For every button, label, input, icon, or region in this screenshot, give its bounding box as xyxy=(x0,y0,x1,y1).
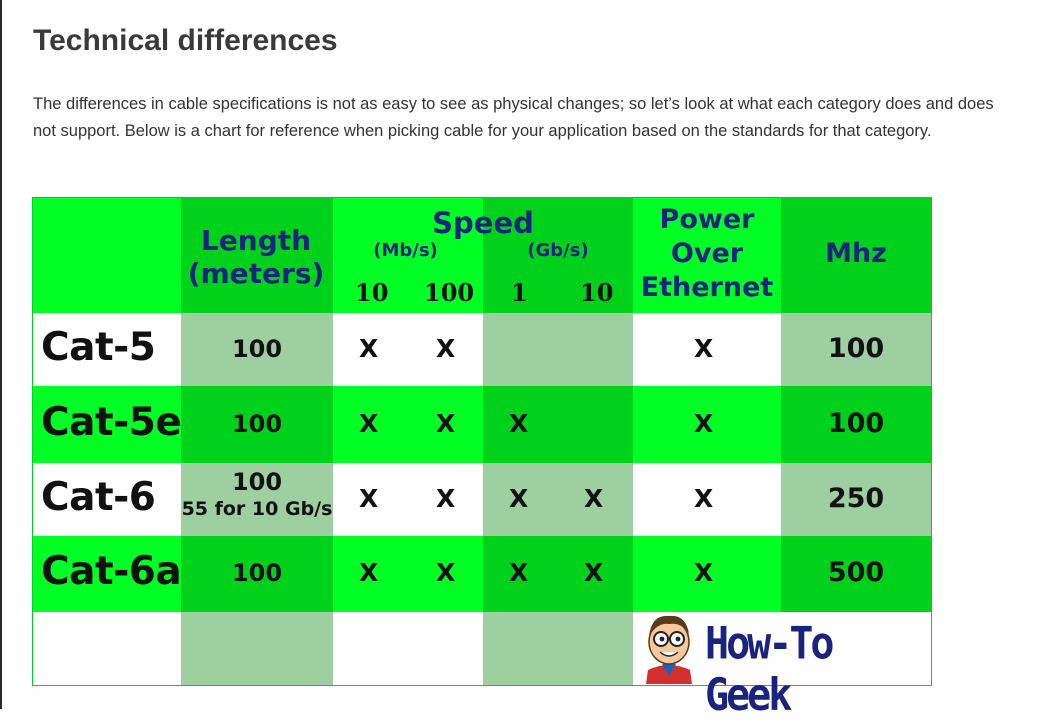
row-length: 100 xyxy=(231,467,283,496)
header-length xyxy=(181,224,331,290)
chart-cell-bg xyxy=(33,198,181,313)
row-mhz: 250 xyxy=(827,482,885,514)
support-mark-mb100: X xyxy=(436,333,456,363)
chart-cell-bg xyxy=(181,612,333,685)
left-border xyxy=(0,0,2,709)
chart-cell-bg xyxy=(33,612,181,685)
logo-text: How-To Geek xyxy=(705,618,832,721)
support-mark-poe: X xyxy=(694,558,714,587)
header-mhz: Mhz xyxy=(825,238,887,269)
support-mark-mb100: X xyxy=(436,483,456,513)
header-speed-100: 100 xyxy=(424,278,475,307)
page-title: Technical differences xyxy=(33,24,338,57)
intro-paragraph: The differences in cable specifications is not as easy to see as physical changes; so let’s look at what each category does and does not support. Below is a chart for reference when picking cable for your application based on the standards for that category. xyxy=(33,95,994,140)
row-label: Cat-6a xyxy=(41,549,182,594)
header-poe-line2: Over xyxy=(670,238,744,269)
header-gbps: (Gb/s) xyxy=(527,240,589,261)
row-length-note: 55 for 10 Gb/s xyxy=(181,497,333,520)
row-mhz: 500 xyxy=(827,557,885,588)
support-mark-mb10: X xyxy=(359,408,379,438)
row-label: Cat-6 xyxy=(41,474,156,520)
chart-cell-bg xyxy=(333,463,483,536)
row-length: 100 xyxy=(231,409,283,438)
support-mark-gb1: X xyxy=(509,483,529,513)
row-length: 100 xyxy=(231,559,283,587)
chart-cell-bg xyxy=(483,386,633,463)
geek-mascot-icon xyxy=(638,608,700,684)
support-mark-gb1: X xyxy=(509,558,529,587)
header-speed-10: 10 xyxy=(355,278,389,307)
support-mark-mb100: X xyxy=(436,408,456,438)
support-mark-poe: X xyxy=(694,483,714,513)
row-label: Cat-5e xyxy=(41,399,182,445)
row-length: 100 xyxy=(231,334,283,363)
chart-cell-bg xyxy=(483,536,633,612)
header-mbps: (Mb/s) xyxy=(373,240,438,261)
row-label: Cat-5 xyxy=(41,324,156,370)
support-mark-gb1: X xyxy=(509,408,529,438)
row-mhz: 100 xyxy=(827,407,885,439)
cable-comparison-chart xyxy=(32,197,932,721)
support-mark-poe: X xyxy=(694,408,714,438)
support-mark-mb10: X xyxy=(359,483,379,513)
header-poe-line1: Power xyxy=(659,204,755,235)
support-mark-gb10: X xyxy=(584,483,604,513)
support-mark-mb10: X xyxy=(359,333,379,363)
chart-cell-bg xyxy=(483,612,633,685)
row-mhz: 100 xyxy=(827,332,885,364)
chart-cell-bg xyxy=(483,313,633,386)
support-mark-gb10: X xyxy=(584,558,604,587)
chart-cell-bg xyxy=(333,386,483,463)
header-length-line2: (meters) xyxy=(187,257,325,290)
chart-cell-bg xyxy=(333,313,483,386)
chart-cell-bg xyxy=(333,612,483,685)
chart-cell-bg xyxy=(333,536,483,612)
chart-cell-bg xyxy=(483,463,633,536)
support-mark-mb10: X xyxy=(359,558,379,587)
support-mark-poe: X xyxy=(694,333,714,363)
support-mark-mb100: X xyxy=(436,558,456,587)
header-speed-10g: 10 xyxy=(580,278,614,307)
header-length-line1: Length xyxy=(200,224,312,257)
header-poe-line3: Ethernet xyxy=(640,272,774,303)
header-speed: Speed xyxy=(432,206,534,240)
header-poe xyxy=(633,203,781,305)
header-speed-1: 1 xyxy=(511,278,528,307)
